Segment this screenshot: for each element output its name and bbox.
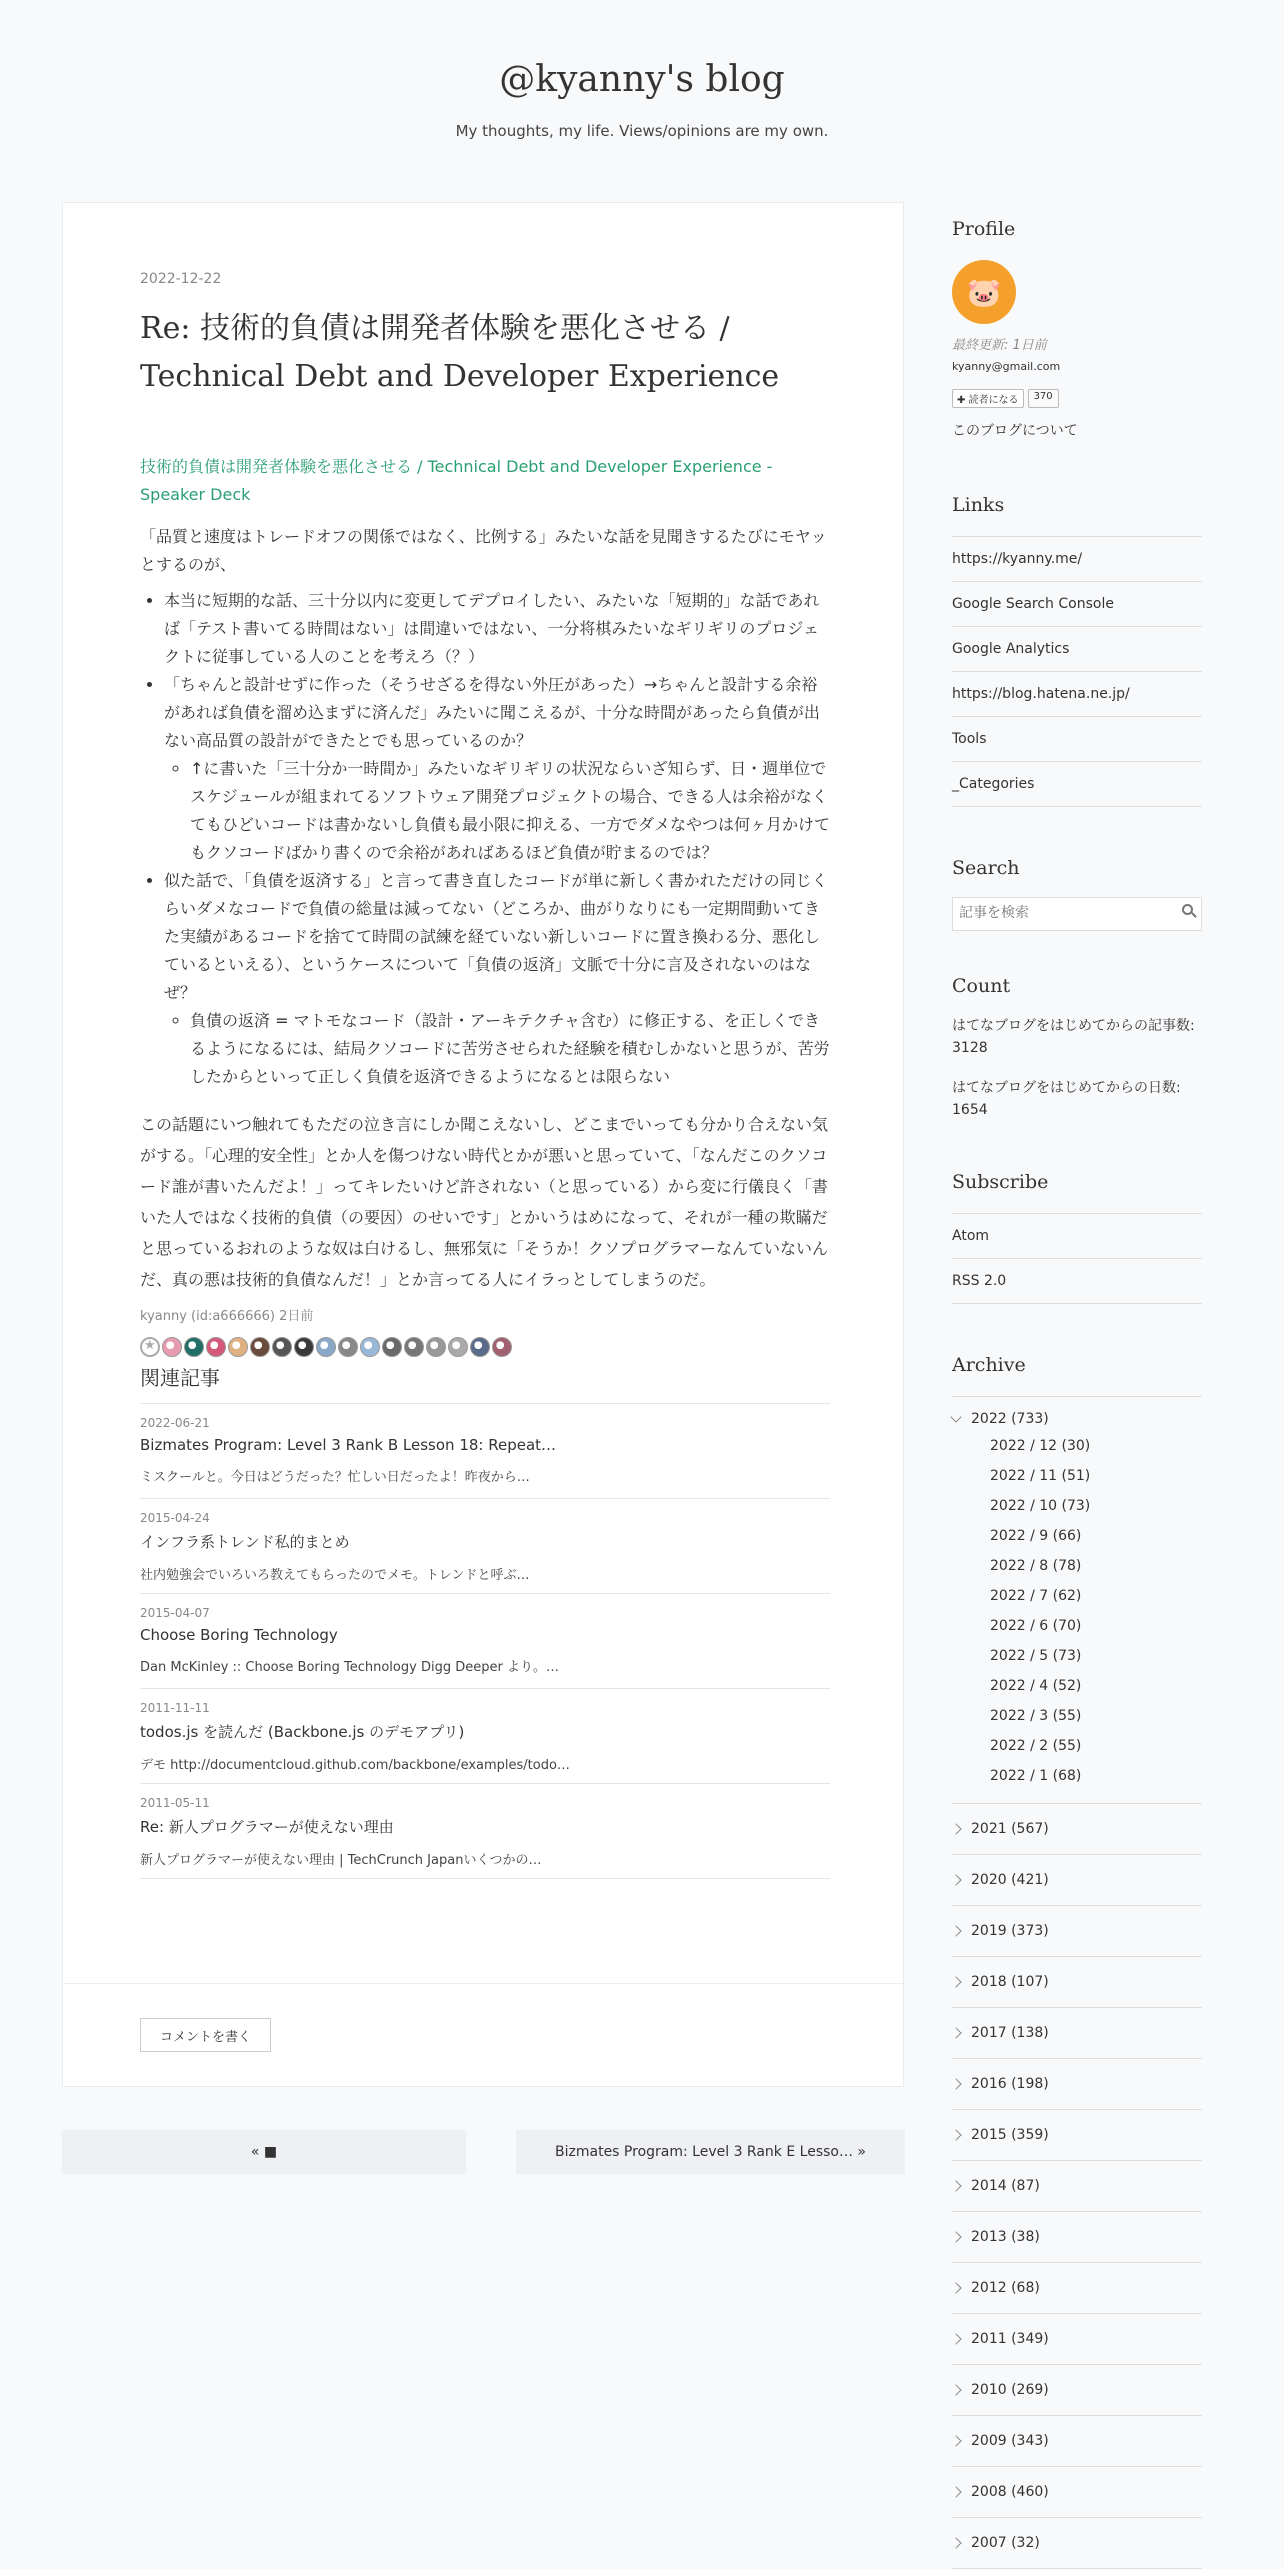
archive-year-open xyxy=(952,1397,1202,1804)
archive-years xyxy=(952,1804,1202,2569)
archive-month-link[interactable]: 2022 / 10 (73) xyxy=(990,1498,1091,1514)
archive-year-link[interactable] xyxy=(952,2467,1202,2518)
related-date: 2015-04-07 xyxy=(140,1606,210,1620)
star-user-icon[interactable] xyxy=(206,1337,226,1357)
archive-months xyxy=(952,1431,1202,1791)
star-user-icon[interactable] xyxy=(294,1337,314,1357)
profile-email: kyanny@gmail.com xyxy=(952,360,1061,373)
archive-month-link[interactable]: 2022 / 4 (52) xyxy=(990,1678,1082,1694)
article-intro: 「品質と速度はトレードオフの関係ではなく、比例する」みたいな話を見聞きするたびにモヤッとするのが、 xyxy=(140,527,827,574)
archive-year-label[interactable]: 2017 (138) xyxy=(971,2025,1049,2041)
archive-title: Archive xyxy=(952,1354,1026,1376)
related-date: 2011-11-11 xyxy=(140,1701,210,1715)
chevron-right-icon[interactable] xyxy=(950,1976,961,1987)
blog-header xyxy=(0,0,1284,145)
archive-year-label[interactable]: 2016 (198) xyxy=(971,2076,1049,2092)
sidebar-link[interactable]: https://kyanny.me/ xyxy=(952,537,1202,582)
sidebar-link[interactable]: Google Search Console xyxy=(952,582,1202,627)
star-user-icon[interactable] xyxy=(316,1337,336,1357)
archive-year-link[interactable] xyxy=(952,2161,1202,2212)
related-articles-list xyxy=(140,1404,830,1879)
archive-year-label[interactable]: 2009 (343) xyxy=(971,2433,1049,2449)
chevron-right-icon[interactable] xyxy=(950,2231,961,2242)
article-bullet xyxy=(164,671,830,867)
related-snippet: デモ http://documentcloud.github.com/backbone/examples/todo… xyxy=(140,1758,570,1773)
archive-year-label[interactable]: 2015 (359) xyxy=(971,2127,1049,2143)
pager-prev-link[interactable]: « ■ xyxy=(62,2130,466,2174)
sub-bullet: ◦ ↑に書いた「三十分か一時間か」みたいなギリギリの状況ならいざ知らず、日・週単位でスケジュールが組まれてるソフトウェア開発プロジェクトの場合、できる人は余裕がなくてもひどいコードは書かないし負債も最小限に抑える、一方でダメなやつは何ヶ月かけてもクソコードばかり書くので余裕があればあるほど負債が貯まるのでは？ xyxy=(190,755,830,867)
count-item: はてなブログをはじめてからの日数: 1654 xyxy=(952,1080,1181,1118)
count-widget xyxy=(952,975,1202,1121)
write-comment-button[interactable]: コメントを書く xyxy=(140,2018,271,2052)
archive-year-link[interactable] xyxy=(952,2314,1202,2365)
archive-year-label[interactable]: 2014 (87) xyxy=(971,2178,1040,2194)
article-content xyxy=(140,453,830,1295)
subscribe-reader-button[interactable]: ✚ 読者になる xyxy=(952,389,1024,408)
search-box xyxy=(952,897,1202,931)
archive-month-link[interactable]: 2022 / 6 (70) xyxy=(990,1618,1082,1634)
about-blog-link[interactable]: このブログについて xyxy=(952,423,1078,439)
chevron-right-icon[interactable] xyxy=(950,2078,961,2089)
archive-year-link[interactable] xyxy=(952,1804,1202,1855)
blog-subtitle: My thoughts, my life. Views/opinions are my own. xyxy=(455,122,829,140)
archive-year-2022[interactable] xyxy=(952,1411,1202,1427)
archive-year-label[interactable]: 2008 (460) xyxy=(971,2484,1049,2500)
related-article-item[interactable] xyxy=(140,1594,830,1689)
sub-bullet-list xyxy=(164,755,830,867)
archive-year-link[interactable] xyxy=(952,2212,1202,2263)
comment-area xyxy=(63,1983,903,2084)
search-icon[interactable] xyxy=(1182,904,1193,915)
archive-year-label[interactable]: 2019 (373) xyxy=(971,1923,1049,1939)
profile-updated: 最終更新: 1日前 xyxy=(952,338,1047,353)
avatar[interactable]: 🐷 xyxy=(952,260,1016,324)
archive-month-link[interactable]: 2022 / 7 (62) xyxy=(990,1588,1082,1604)
archive-year-label[interactable]: 2007 (32) xyxy=(971,2535,1040,2551)
sub-bullet-list xyxy=(164,1007,830,1091)
archive-month-link[interactable]: 2022 / 2 (55) xyxy=(990,1738,1082,1754)
bullet-text: 似た話で、「負債を返済する」と言って書き直したコードが単に新しく書かれただけの同じくらいダメなコードで負債の総量は減ってない（どころか、曲がりなりにも一定期間動いてきた実績があるコードを捨てて時間の試練を経ていない新しいコードに置き換わる分、悪化しているといえる）、というケースについて「負債の返済」文脈で十分に言及されないのはなぜ？ xyxy=(164,871,828,1002)
archive-month-link[interactable]: 2022 / 9 (66) xyxy=(990,1528,1082,1544)
subscribe-link[interactable]: Atom xyxy=(952,1214,1202,1259)
archive-month-link[interactable]: 2022 / 5 (73) xyxy=(990,1648,1082,1664)
archive-year-link[interactable] xyxy=(952,2059,1202,2110)
main-article-card xyxy=(62,202,904,2087)
archive-year-link[interactable] xyxy=(952,1957,1202,2008)
related-articles-heading: 関連記事 xyxy=(140,1362,830,1404)
chevron-right-icon[interactable] xyxy=(950,1925,961,1936)
chevron-right-icon[interactable] xyxy=(950,1874,961,1885)
related-snippet: Dan McKinley :: Choose Boring Technology Digg Deeper より。… xyxy=(140,1660,559,1675)
count-list xyxy=(952,1015,1202,1121)
star-user-icon[interactable] xyxy=(338,1337,358,1357)
star-user-icon[interactable] xyxy=(492,1337,512,1357)
sidebar xyxy=(952,218,1202,2569)
archive-year-link[interactable] xyxy=(952,1855,1202,1906)
chevron-right-icon[interactable] xyxy=(950,2384,961,2395)
archive-month-link[interactable]: 2022 / 12 (30) xyxy=(990,1438,1091,1454)
archive-list xyxy=(952,1396,1202,2569)
related-title[interactable]: Choose Boring Technology xyxy=(140,1626,338,1644)
links-list xyxy=(952,536,1202,807)
hatena-stars xyxy=(140,1334,830,1360)
archive-year-label[interactable]: 2022 (733) xyxy=(971,1411,1049,1427)
add-star-icon[interactable] xyxy=(140,1337,160,1357)
related-article-item[interactable] xyxy=(140,1784,830,1879)
archive-year-label[interactable]: 2021 (567) xyxy=(971,1821,1049,1837)
article-title[interactable]: Re: 技術的負債は開発者体験を悪化させる / Technical Debt and Developer Experience xyxy=(140,311,780,394)
article-conclusion: この話題にいつ触れてもただの泣き言にしか聞こえないし、どこまでいっても分かり合えない気がする。「心理的安全性」とか人を傷つけない時代とかが悪いと思っていて、「なんだこのクソコード誰が書いたんだよ！」ってキレたいけど許されない（と思っている）から変に行儀良く「書いた人ではなく技術的負債（の要因）のせいです」とかいうはめになって、それが一種の欺瞞だと思っているおれのような奴は白けるし、無邪気に「そうか！クソプログラマーなんていないんだ、真の悪は技術的負債なんだ！」とか言ってる人にイラっとしてしまうのだ。 xyxy=(140,1115,829,1289)
chevron-right-icon[interactable] xyxy=(950,2180,961,2191)
archive-year-label[interactable]: 2010 (269) xyxy=(971,2382,1049,2398)
count-title: Count xyxy=(952,975,1011,997)
star-user-icon[interactable] xyxy=(228,1337,248,1357)
chevron-right-icon[interactable] xyxy=(950,2282,961,2293)
star-user-icon[interactable] xyxy=(426,1337,446,1357)
related-date: 2022-06-21 xyxy=(140,1416,210,1430)
article-bullet-list xyxy=(140,587,830,1091)
blog-title[interactable]: @kyanny's blog xyxy=(499,59,785,100)
chevron-right-icon[interactable] xyxy=(950,2027,961,2038)
profile-title: Profile xyxy=(952,218,1016,240)
chevron-right-icon[interactable] xyxy=(950,1823,961,1834)
star-user-icon[interactable] xyxy=(272,1337,292,1357)
archive-year-link[interactable] xyxy=(952,2365,1202,2416)
archive-month-link[interactable]: 2022 / 1 (68) xyxy=(990,1768,1082,1784)
sidebar-link[interactable]: Tools xyxy=(952,717,1202,762)
chevron-right-icon[interactable] xyxy=(950,2129,961,2140)
related-article-item[interactable] xyxy=(140,1689,830,1784)
star-user-icon[interactable] xyxy=(162,1337,182,1357)
article-date[interactable]: 2022-12-22 xyxy=(140,271,222,287)
archive-year-label[interactable]: 2012 (68) xyxy=(971,2280,1040,2296)
archive-month-link[interactable]: 2022 / 3 (55) xyxy=(990,1708,1082,1724)
related-snippet: ミスクールと。今日はどうだった？忙しい日だったよ！昨夜から… xyxy=(140,1470,530,1485)
chevron-right-icon[interactable] xyxy=(950,2435,961,2446)
archive-year-link[interactable] xyxy=(952,2518,1202,2569)
star-user-icon[interactable] xyxy=(448,1337,468,1357)
author-meta[interactable]: kyanny (id:a666666) 2日前 xyxy=(140,1309,314,1324)
star-user-icon[interactable] xyxy=(470,1337,490,1357)
links-widget xyxy=(952,494,1202,807)
archive-year-label[interactable]: 2018 (107) xyxy=(971,1974,1049,1990)
star-user-icon[interactable] xyxy=(360,1337,380,1357)
archive-year-link[interactable] xyxy=(952,2263,1202,2314)
archive-year-link[interactable] xyxy=(952,2110,1202,2161)
archive-widget xyxy=(952,1354,1202,2569)
sub-bullet: ◦ 負債の返済 = マトモなコード（設計・アーキテクチャ含む）に修正する、を正しくできるようになるには、結局クソコードに苦労させられた経験を積むしかないと思うが、苦労したからといって正しく負債を返済できるようになるとは限らない xyxy=(190,1007,830,1091)
search-widget xyxy=(952,857,1202,931)
article-bullet xyxy=(164,587,830,671)
related-snippet: 社内勉強会でいろいろ教えてもらったのでメモ。トレンドと呼ぶ… xyxy=(140,1568,530,1583)
archive-year-link[interactable] xyxy=(952,2416,1202,2467)
chevron-right-icon[interactable] xyxy=(950,2537,961,2548)
reader-count-badge[interactable]: 370 xyxy=(1028,389,1059,408)
search-title: Search xyxy=(952,857,1020,879)
archive-month-link[interactable]: 2022 / 11 (51) xyxy=(990,1468,1091,1484)
profile-widget xyxy=(952,218,1202,440)
archive-year-label[interactable]: 2020 (421) xyxy=(971,1872,1049,1888)
article-bullet xyxy=(164,867,830,1091)
pager-next-link[interactable]: Bizmates Program: Level 3 Rank E Lesso… » xyxy=(516,2130,905,2174)
star-user-icon[interactable] xyxy=(184,1337,204,1357)
related-date: 2011-05-11 xyxy=(140,1796,210,1810)
archive-year-label[interactable]: 2013 (38) xyxy=(971,2229,1040,2245)
archive-year-link[interactable] xyxy=(952,1906,1202,1957)
subscribe-widget xyxy=(952,1171,1202,1304)
article xyxy=(140,271,830,1879)
sidebar-link[interactable]: https://blog.hatena.ne.jp/ xyxy=(952,672,1202,717)
related-title[interactable]: todos.js を読んだ (Backbone.js のデモアプリ) xyxy=(140,1723,465,1741)
related-snippet: 新人プログラマーが使えない理由 | TechCrunch Japanいくつかの… xyxy=(140,1853,542,1868)
subscribe-link[interactable]: RSS 2.0 xyxy=(952,1259,1202,1304)
bullet-text: 「ちゃんと設計せずに作った（そうせざるを得ない外圧があった）→ちゃんと設計する余裕があれば負債を溜め込まずに済んだ」みたいに聞こえるが、十分な時間があったら負債が出ない高品質の設計ができたとでも思っているのか？ xyxy=(164,675,820,750)
subscribe-list xyxy=(952,1213,1202,1304)
related-title[interactable]: インフラ系トレンド私的まとめ xyxy=(140,1533,350,1551)
related-date: 2015-04-24 xyxy=(140,1511,210,1525)
star-user-icon[interactable] xyxy=(382,1337,402,1357)
archive-year-label[interactable]: 2011 (349) xyxy=(971,2331,1049,2347)
star-user-icon[interactable] xyxy=(404,1337,424,1357)
related-title[interactable]: Re: 新人プログラマーが使えない理由 xyxy=(140,1818,394,1836)
archive-month-link[interactable]: 2022 / 8 (78) xyxy=(990,1558,1082,1574)
sidebar-link[interactable]: _Categories xyxy=(952,762,1202,807)
archive-year-link[interactable] xyxy=(952,2008,1202,2059)
chevron-right-icon[interactable] xyxy=(950,2333,961,2344)
links-title: Links xyxy=(952,494,1005,516)
bullet-text: 本当に短期的な話、三十分以内に変更してデプロイしたい、みたいな「短期的」な話であれば「テスト書いてる時間はない」は間違いではない、一分将棋みたいなギリギリのプロジェクトに従事している人のことを考えろ（？） xyxy=(164,591,820,666)
related-title[interactable]: Bizmates Program: Level 3 Rank B Lesson 18: Repeat… xyxy=(140,1436,557,1454)
count-item: はてなブログをはじめてからの記事数: 3128 xyxy=(952,1018,1195,1056)
chevron-down-icon[interactable] xyxy=(950,1411,961,1422)
star-user-icon[interactable] xyxy=(250,1337,270,1357)
related-article-item[interactable] xyxy=(140,1404,830,1499)
search-input[interactable] xyxy=(953,898,1175,928)
related-article-item[interactable] xyxy=(140,1499,830,1594)
subscribe-title: Subscribe xyxy=(952,1171,1049,1193)
chevron-right-icon[interactable] xyxy=(950,2486,961,2497)
sidebar-link[interactable]: Google Analytics xyxy=(952,627,1202,672)
speaker-deck-link[interactable]: 技術的負債は開発者体験を悪化させる / Technical Debt and Developer Experience - Speaker Deck xyxy=(140,457,773,504)
